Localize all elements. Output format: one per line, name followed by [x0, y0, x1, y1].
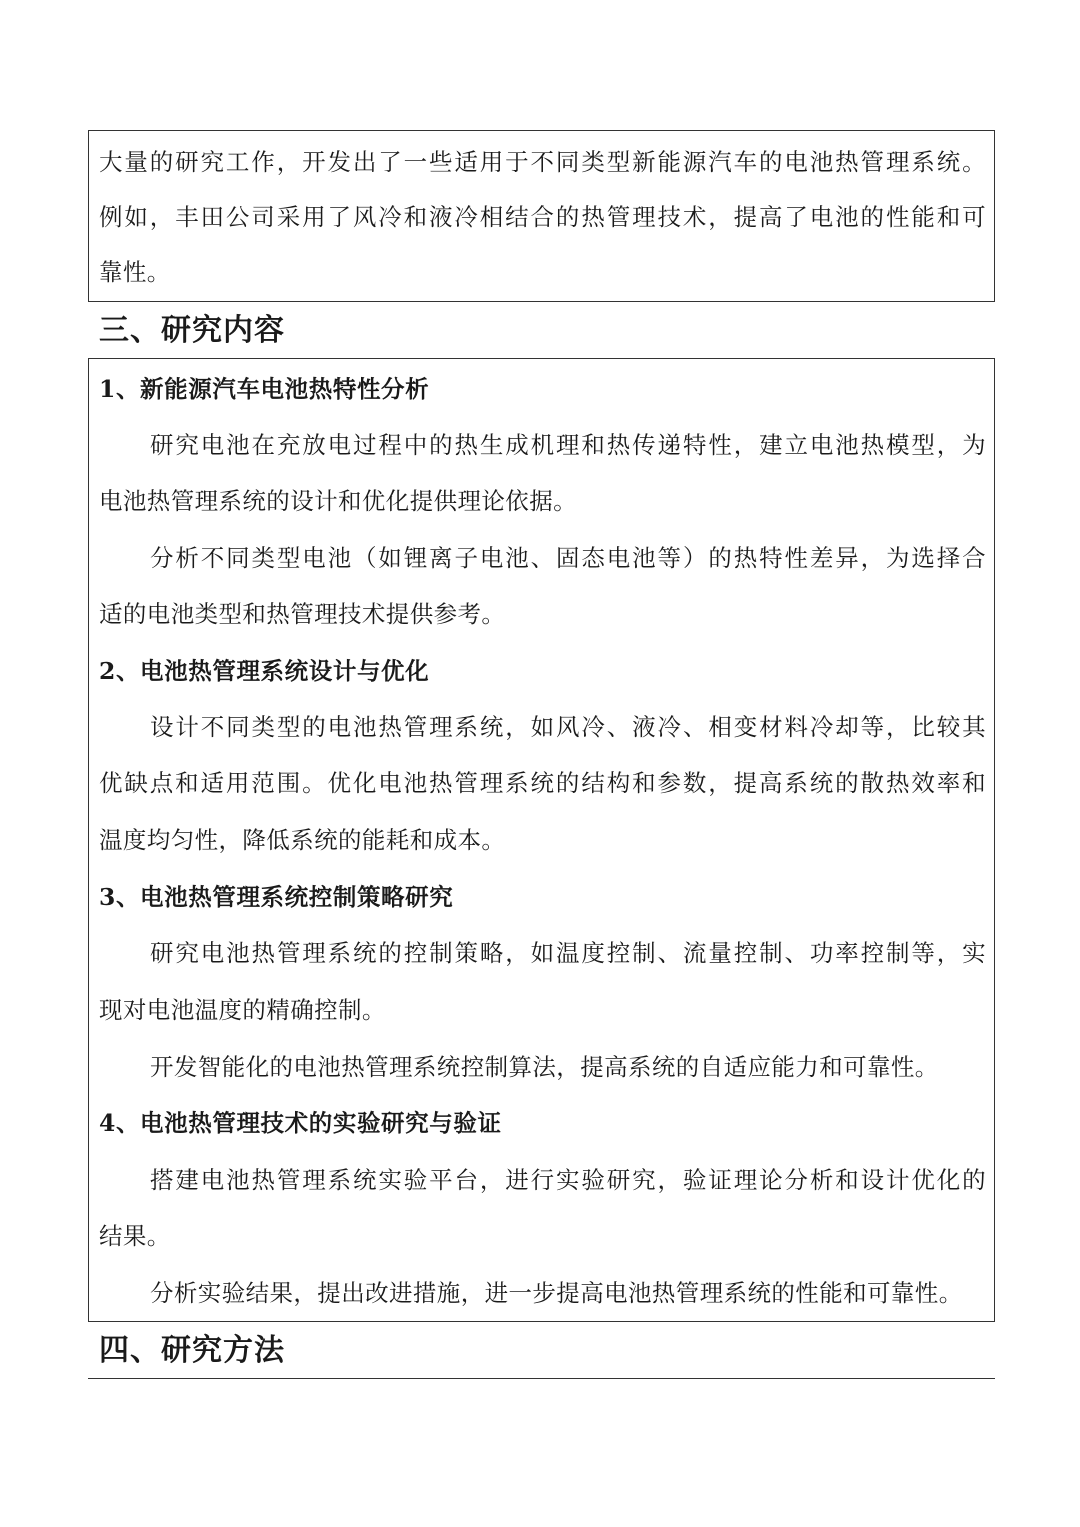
item2-paragraph1-line3: 温度均匀性，降低系统的能耗和成本。 [99, 826, 506, 854]
item1-paragraph2-line1: 分析不同类型电池（如锂离子电池、固态电池等）的热特性差异，为选择合 [150, 544, 986, 572]
item4-title: 4、电池热管理技术的实验研究与验证 [99, 1109, 502, 1137]
item4-paragraph1-line1: 搭建电池热管理系统实验平台，进行实验研究，验证理论分析和设计优化的 [150, 1166, 986, 1194]
item4-paragraph1-line2: 结果。 [99, 1222, 171, 1250]
section4-heading: 四、研究方法 [99, 1333, 285, 1368]
intro-line-1: 大量的研究工作，开发出了一些适用于不同类型新能源汽车的电池热管理系统。 [99, 148, 986, 176]
item2-title: 2、电池热管理系统设计与优化 [99, 657, 430, 685]
section3-heading: 三、研究内容 [99, 313, 285, 348]
intro-line-3: 靠性。 [99, 258, 171, 286]
item3-paragraph1-line1: 研究电池热管理系统的控制策略，如温度控制、流量控制、功率控制等，实 [150, 939, 986, 967]
item1-paragraph1-line2: 电池热管理系统的设计和优化提供理论依据。 [99, 487, 577, 515]
section4-box-top-border [88, 1378, 995, 1379]
intro-line-2: 例如，丰田公司采用了风冷和液冷相结合的热管理技术，提高了电池的性能和可 [99, 203, 986, 231]
item1-paragraph1-line1: 研究电池在充放电过程中的热生成机理和热传递特性，建立电池热模型，为 [150, 431, 986, 459]
item2-paragraph1-line2: 优缺点和适用范围。优化电池热管理系统的结构和参数，提高系统的散热效率和 [99, 769, 986, 797]
item3-paragraph2-line1: 开发智能化的电池热管理系统控制算法，提高系统的自适应能力和可靠性。 [150, 1053, 939, 1081]
item3-title: 3、电池热管理系统控制策略研究 [99, 883, 454, 911]
item1-title: 1、新能源汽车电池热特性分析 [99, 375, 430, 403]
item4-paragraph2-line1: 分析实验结果，提出改进措施，进一步提高电池热管理系统的性能和可靠性。 [150, 1279, 963, 1307]
item2-paragraph1-line1: 设计不同类型的电池热管理系统，如风冷、液冷、相变材料冷却等，比较其 [150, 713, 986, 741]
item3-paragraph1-line2: 现对电池温度的精确控制。 [99, 996, 386, 1024]
item1-paragraph2-line2: 适的电池类型和热管理技术提供参考。 [99, 600, 506, 628]
